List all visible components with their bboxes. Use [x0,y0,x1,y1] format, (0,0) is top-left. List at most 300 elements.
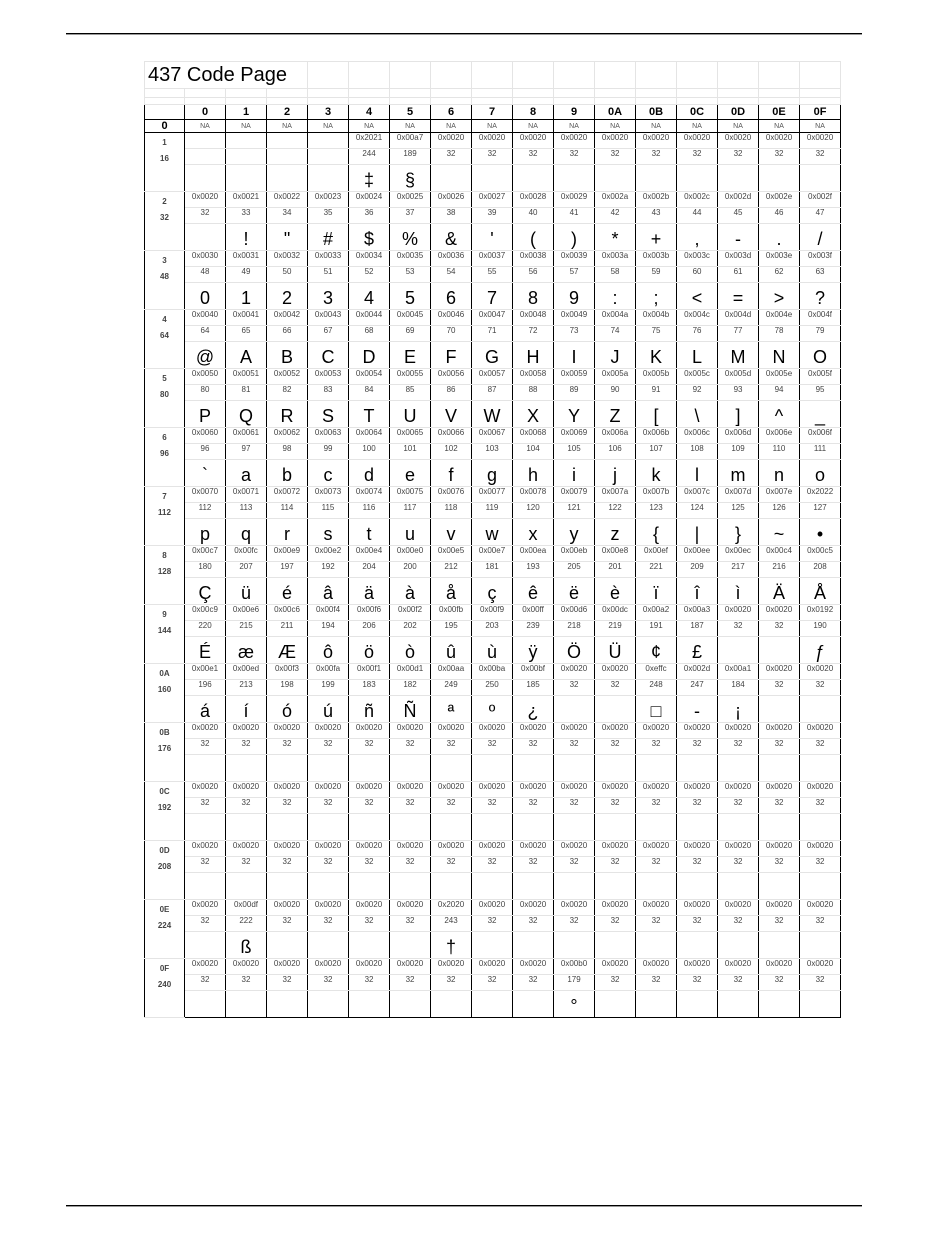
glyph: ª [431,696,472,723]
glyph: ) [554,224,595,251]
row-header-dec: 80 [160,390,169,399]
decimal-code: 32 [595,857,636,873]
decimal-code: 32 [595,975,636,991]
decimal-code: 185 [513,680,554,696]
empty-cell [513,98,554,105]
decimal-code: 184 [718,680,759,696]
decimal-code: 32 [554,680,595,696]
decimal-code: 53 [390,267,431,283]
unicode-code: 0x007a [595,487,636,503]
glyph: N [759,342,800,369]
glyph: S [308,401,349,428]
decimal-code: 74 [595,326,636,342]
unicode-code: 0x00e8 [595,546,636,562]
decimal-code: 84 [349,385,390,401]
glyph: = [718,283,759,310]
glyph: Å [800,578,841,605]
row-header-dec: 32 [160,213,169,222]
row-header-hex: 0A [159,669,170,678]
glyph: - [677,696,718,723]
unicode-code: 0x0075 [390,487,431,503]
decimal-code: 45 [718,208,759,224]
unicode-code: 0x0041 [226,310,267,326]
unicode-code: 0x00a7 [390,133,431,149]
decimal-code: 116 [349,503,390,519]
glyph [185,224,226,251]
decimal-code: 54 [431,267,472,283]
glyph [390,991,431,1018]
column-header: 7 [472,105,513,120]
unicode-code: 0x0020 [595,782,636,798]
glyph: ä [349,578,390,605]
unicode-code: 0x0020 [636,841,677,857]
decimal-code: 32 [267,916,308,932]
decimal-code: 32 [431,975,472,991]
decimal-code: 32 [267,857,308,873]
glyph: M [718,342,759,369]
decimal-code: 32 [759,857,800,873]
row-header [145,959,185,1018]
unicode-code: 0x0020 [554,664,595,680]
glyph: ° [554,991,595,1018]
unicode-code: 0x0020 [185,841,226,857]
glyph: b [267,460,308,487]
decimal-code: 66 [267,326,308,342]
row-header-hex: 6 [162,433,167,442]
glyph: ñ [349,696,390,723]
decimal-code: 102 [431,444,472,460]
glyph [554,165,595,192]
decimal-code: 207 [226,562,267,578]
decimal-code: 32 [472,798,513,814]
column-header: 4 [349,105,390,120]
glyph: ú [308,696,349,723]
unicode-code: 0x0076 [431,487,472,503]
decimal-code: 122 [595,503,636,519]
unicode-code: 0x00e5 [431,546,472,562]
unicode-code: 0x0031 [226,251,267,267]
row-header-hex: 0 [145,120,185,133]
unicode-code: 0x0020 [390,959,431,975]
glyph [431,165,472,192]
glyph: O [800,342,841,369]
glyph: i [554,460,595,487]
unicode-code: 0x005e [759,369,800,385]
decimal-code: 32 [677,975,718,991]
glyph [718,932,759,959]
unicode-code: 0x0192 [800,605,841,621]
decimal-code: 197 [267,562,308,578]
empty-cell [308,98,349,105]
empty-cell [677,62,718,89]
glyph [677,814,718,841]
unicode-code: 0x0020 [759,664,800,680]
decimal-code: 120 [513,503,554,519]
unicode-code: 0x00d1 [390,664,431,680]
decimal-code: 79 [800,326,841,342]
code-cell: NA [677,120,718,133]
glyph [636,814,677,841]
unicode-code: 0x00e7 [472,546,513,562]
decimal-code: 121 [554,503,595,519]
glyph: å [431,578,472,605]
unicode-code: 0x0043 [308,310,349,326]
unicode-code: 0x00fa [308,664,349,680]
glyph: û [431,637,472,664]
glyph: ï [636,578,677,605]
glyph [759,637,800,664]
page-title: 437 Code Page [145,62,308,89]
unicode-code: 0x005c [677,369,718,385]
unicode-code: 0x0044 [349,310,390,326]
decimal-code: 39 [472,208,513,224]
decimal-code: 213 [226,680,267,696]
glyph [349,873,390,900]
glyph: T [349,401,390,428]
code-page-table [144,61,841,1018]
row-header [145,428,185,487]
unicode-code: 0x0020 [718,133,759,149]
decimal-code: 32 [636,857,677,873]
decimal-code: 205 [554,562,595,578]
code-cell: NA [431,120,472,133]
unicode-code: 0x0020 [554,900,595,916]
row-header [145,133,185,192]
glyph: ‡ [349,165,390,192]
decimal-code: 221 [636,562,677,578]
glyph: è [595,578,636,605]
glyph [554,696,595,723]
row-header [145,487,185,546]
glyph: w [472,519,513,546]
unicode-code: 0x004d [718,310,759,326]
decimal-code: 32 [472,739,513,755]
empty-cell [595,89,636,98]
decimal-code: 44 [677,208,718,224]
unicode-code: 0x0020 [759,959,800,975]
decimal-code: 32 [308,975,349,991]
unicode-code: 0x0020 [431,841,472,857]
decimal-code: 96 [185,444,226,460]
unicode-code: 0x0057 [472,369,513,385]
row-header-hex: 2 [162,197,167,206]
unicode-code: 0x0020 [472,900,513,916]
empty-cell [800,89,841,98]
empty-cell [513,89,554,98]
row-header-dec: 240 [157,980,172,989]
decimal-code: 183 [349,680,390,696]
glyph [718,637,759,664]
unicode-code: 0x00fc [226,546,267,562]
unicode-code: 0x0020 [554,841,595,857]
row-header [145,251,185,310]
unicode-code: 0x007e [759,487,800,503]
code-cell: NA [226,120,267,133]
glyph: ~ [759,519,800,546]
unicode-code: 0x0058 [513,369,554,385]
glyph: @ [185,342,226,369]
unicode-code: 0x0024 [349,192,390,208]
glyph: y [554,519,595,546]
glyph: 3 [308,283,349,310]
unicode-code: 0x00e1 [185,664,226,680]
decimal-code: 32 [595,680,636,696]
decimal-code: 219 [595,621,636,637]
glyph [800,165,841,192]
empty-cell [759,89,800,98]
empty-cell [800,98,841,105]
glyph: ù [472,637,513,664]
decimal-code: 32 [513,798,554,814]
empty-cell [431,98,472,105]
unicode-code: 0x0020 [472,959,513,975]
row-header-dec: 64 [160,331,169,340]
unicode-code: 0x0065 [390,428,431,444]
unicode-code: 0x0022 [267,192,308,208]
unicode-code [267,133,308,149]
decimal-code: 83 [308,385,349,401]
unicode-code: 0x00ee [677,546,718,562]
decimal-code: 201 [595,562,636,578]
unicode-code: 0x00a1 [718,664,759,680]
glyph: ì [718,578,759,605]
code-cell: NA [185,120,226,133]
decimal-code: 73 [554,326,595,342]
decimal-code: 182 [390,680,431,696]
glyph [718,873,759,900]
glyph: x [513,519,554,546]
unicode-code: 0x00ea [513,546,554,562]
glyph [472,165,513,192]
glyph: o [800,460,841,487]
unicode-code: 0x0020 [390,782,431,798]
glyph: E [390,342,431,369]
decimal-code: 124 [677,503,718,519]
glyph: } [718,519,759,546]
unicode-code: 0x0020 [226,723,267,739]
empty-cell [677,89,718,98]
row-header [145,369,185,428]
glyph [226,165,267,192]
code-cell: NA [554,120,595,133]
glyph [636,873,677,900]
decimal-code: 32 [390,857,431,873]
decimal-code: 32 [636,149,677,165]
unicode-code: 0x0020 [800,782,841,798]
glyph [513,873,554,900]
unicode-code: 0x00e0 [390,546,431,562]
unicode-code: 0x002a [595,192,636,208]
column-header: 8 [513,105,554,120]
unicode-code: 0x0020 [267,959,308,975]
glyph: ( [513,224,554,251]
decimal-code: 196 [185,680,226,696]
glyph: í [226,696,267,723]
row-header-dec: 48 [160,272,169,281]
empty-cell [472,62,513,89]
unicode-code: 0x00c7 [185,546,226,562]
decimal-code: 86 [431,385,472,401]
decimal-code: 189 [390,149,431,165]
unicode-code: 0x00f9 [472,605,513,621]
unicode-code: 0x0020 [718,959,759,975]
unicode-code: 0x0020 [267,841,308,857]
decimal-code: 81 [226,385,267,401]
decimal-code: 91 [636,385,677,401]
unicode-code: 0x0020 [718,605,759,621]
unicode-code: 0x0067 [472,428,513,444]
decimal-code: 32 [759,916,800,932]
code-cell: NA [308,120,349,133]
column-header: 0E [759,105,800,120]
glyph [308,165,349,192]
unicode-code: 0x0055 [390,369,431,385]
decimal-code: 243 [431,916,472,932]
decimal-code: 64 [185,326,226,342]
unicode-code: 0x0020 [472,841,513,857]
unicode-code: 0x0020 [677,900,718,916]
unicode-code: 0x0037 [472,251,513,267]
decimal-code: 32 [759,975,800,991]
unicode-code: 0x0020 [636,723,677,739]
decimal-code: 114 [267,503,308,519]
unicode-code: 0x00ba [472,664,513,680]
unicode-code: 0x00eb [554,546,595,562]
glyph: " [267,224,308,251]
glyph [759,932,800,959]
glyph: ¢ [636,637,677,664]
decimal-code: 33 [226,208,267,224]
row-header [145,723,185,782]
decimal-code: 32 [595,916,636,932]
unicode-code: 0x003d [718,251,759,267]
glyph [800,932,841,959]
unicode-code: 0x0020 [349,782,390,798]
decimal-code: 78 [759,326,800,342]
unicode-code: 0x00e6 [226,605,267,621]
glyph [267,991,308,1018]
unicode-code: 0x0060 [185,428,226,444]
glyph [349,991,390,1018]
decimal-code: 32 [308,857,349,873]
empty-cell [349,98,390,105]
empty-cell [636,89,677,98]
decimal-code: 32 [390,739,431,755]
decimal-code: 32 [636,916,677,932]
column-header: 0A [595,105,636,120]
decimal-code: 117 [390,503,431,519]
glyph [472,932,513,959]
unicode-code: 0x0027 [472,192,513,208]
glyph: a [226,460,267,487]
decimal-code: 32 [226,975,267,991]
decimal-code: 32 [349,739,390,755]
unicode-code: 0x0020 [759,900,800,916]
unicode-code: 0x0020 [513,959,554,975]
glyph [226,755,267,782]
glyph: $ [349,224,390,251]
decimal-code: 67 [308,326,349,342]
unicode-code: 0x0059 [554,369,595,385]
glyph: é [267,578,308,605]
glyph: P [185,401,226,428]
glyph [718,991,759,1018]
unicode-code: 0x0020 [308,841,349,857]
glyph: % [390,224,431,251]
unicode-code: 0x00dc [595,605,636,621]
glyph [759,873,800,900]
glyph: n [759,460,800,487]
glyph: 4 [349,283,390,310]
code-cell: NA [349,120,390,133]
decimal-code: 47 [800,208,841,224]
decimal-code: 32 [185,857,226,873]
empty-cell [349,62,390,89]
unicode-code: 0x0020 [513,841,554,857]
unicode-code: 0x006a [595,428,636,444]
decimal-code: 32 [677,149,718,165]
glyph: ò [390,637,431,664]
decimal-code: 62 [759,267,800,283]
row-header-dec: 128 [157,567,172,576]
glyph [431,991,472,1018]
glyph: t [349,519,390,546]
unicode-code: 0x0049 [554,310,595,326]
glyph [513,755,554,782]
row-header [145,782,185,841]
glyph [636,165,677,192]
glyph [185,165,226,192]
glyph [513,932,554,959]
row-header-dec: 224 [157,921,172,930]
decimal-code: 99 [308,444,349,460]
row-header-hex: 0B [159,728,170,737]
decimal-code: 63 [800,267,841,283]
unicode-code: 0x0020 [349,959,390,975]
unicode-code: 0x0020 [349,900,390,916]
unicode-code: 0x0020 [226,782,267,798]
glyph [267,755,308,782]
decimal-code: 32 [308,739,349,755]
glyph: 5 [390,283,431,310]
unicode-code: 0x004a [595,310,636,326]
glyph: D [349,342,390,369]
footer-rule [66,1205,862,1207]
empty-cell [390,98,431,105]
unicode-code [226,133,267,149]
row-header-dec: 160 [157,685,172,694]
unicode-code: 0x0020 [431,959,472,975]
unicode-code: 0x0020 [800,723,841,739]
empty-cell [800,62,841,89]
decimal-code: 32 [431,857,472,873]
unicode-code: 0x0079 [554,487,595,503]
glyph: R [267,401,308,428]
unicode-code: 0x0020 [595,723,636,739]
decimal-code: 42 [595,208,636,224]
decimal-code: 32 [677,857,718,873]
row-header-hex: 0C [159,787,170,796]
decimal-code [185,149,226,165]
decimal-code: 206 [349,621,390,637]
unicode-code: 0x0020 [308,959,349,975]
unicode-code: 0x0020 [718,782,759,798]
row-header [145,900,185,959]
glyph: + [636,224,677,251]
glyph [185,991,226,1018]
decimal-code: 32 [759,798,800,814]
glyph [554,873,595,900]
